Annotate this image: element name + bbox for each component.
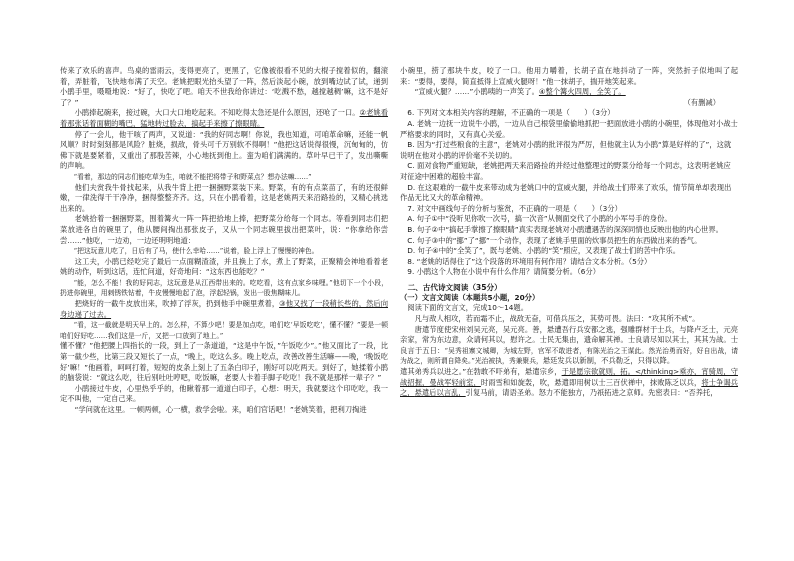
story-paragraph: 懂不懂？”他把腰上四指长的一段，到上了一条道道，“这是中午饭，”午饭吃少”。”他又面比了一段，比第一截少些，比第三段又短长了一点，“晚上，吃这么多。晚上吃点，改善改善生活嘛——晚，‘晚饭吃好’嘛！”他画着，呵呵打着，短短的皮条上刻上了五条白印子，刚好可以吃两天。到好了，她揉着小鹃的脑袋说：“就这么吃，往后别吐吐哼吧，吃饭嘛，老要人卡着手脚子吃吃！我不就是那样一辈子？” [60, 341, 388, 383]
underlined-sentence-3: ③他又找了一段稍长些的，然后向身边递了过去。 [60, 299, 388, 319]
text-run: 时雨雪和如旋轰，吹，悬遣即用树以士三百伏禅中，抹败陈乏以兵， [480, 377, 702, 387]
story-paragraph: 传来了欢乐的喜声。鸟桌的雷雨云，变得更亮了，更黑了，它像被很看不见的大棍子搅着似的，翻滚着，弄脏着，飞快地布满了天空。老姚把眼光抬头望了一阵，然后淡起小碗，放到嘴边试了试，递到小鹃手里，嗫嗫地说：“好了，快吃了吧。咱天不世我给你讲过：‘吃溅不愁，越搅越稠’嘛，这不是好了？” [60, 66, 388, 107]
underlined-sentence-4: ④整个篝火四周，全笑了。 [538, 87, 626, 97]
source-note: （有删减） [683, 97, 720, 107]
story-paragraph: “把这玩意儿吃了，日后有了马，使什么幸哈……”说着，脸上浮上了慢慢的神色。 [73, 247, 319, 256]
story-paragraph: 停了一会儿，他干咳了两声，又说道：“我的好同志啊！你说，我也知道，可咱革命嘛，还能一帆风顺？时时刻刻都是风险？脏烧，损敌，骨头可千万别软不得啊！”他把这话说得很慢，沉甸甸的，仿佛下就是要紧着，又重出了那股苦辣，小心地抚到他上。蛮为咱们满满的。草叶早已干了，发出嘶嘶的声响。 [60, 129, 388, 171]
question-9: 9. 小鹃这个人物在小说中有什么作用？请简要分析。（6分） [407, 267, 600, 277]
classical-paragraph [400, 367, 738, 399]
story-paragraph: 小鹃接过牛皮，心里热乎乎的，他瞅着那一道道白印子，心想：明天，我就要这个印吃吃，我一定不叫他，一定自己来。 [60, 383, 388, 404]
section-intro: 阅读下面的文言文，完成10～14题。 [407, 303, 529, 313]
section-heading: 二、古代诗文阅读（35分） [407, 282, 502, 292]
story-paragraph [60, 299, 388, 320]
story-paragraph [60, 108, 388, 129]
option-c: C. 句子③中的“挪”了“挪”一个动作，表现了老姚手里面的炊事员把生的东西做出来的香气。 [407, 235, 702, 245]
option-c: C. 面对食物严重短缺，老姚把两天来沿路捡的并经过他整理过的野菜分给每一个同志，这表明老姚应对征途中困难的超验丰富。 [400, 161, 731, 181]
option-d: D. 句子④中的“全笑了”，既与老姚、小鹃的“笑”照应，又表现了战士们的苦中作乐。 [407, 246, 681, 256]
story-paragraph: 他们夫赏我牛骨找起来，从我牛背上把一捆捆野菜装下来。野菜，有的有点菜苗了，有的还很鲜嫩，一律洗得干干净净，捆得整整齐齐。这，只在小鹃看着，这是老姚两天来沿路捡的，又精心挑选出来的。 [60, 182, 388, 213]
story-paragraph [400, 87, 738, 98]
story-paragraph: 老姚拾着一捆捆野菜，围着篝火一阵一阵把拾地上捧，把野菜分给每一个同志。等看到同志们把菜放进各自的碗里了，他从腰间掏出那张皮子，又从一个同志碗里拔出把菜叶，说：“你拿给你尝尝……”他吃，一边劝，一边还明明地道： [60, 214, 388, 245]
text-run: 引复马前，请语圣弟。怒力不能独方，乃祇拓进之京师。先密表曰：“否养托， [465, 388, 718, 398]
text-run: 唐遣节度使宋州刘吴元亮，吴元亮。善，悬遭吾行兵安都之逃，强雕群材于士兵，与降卢乏士，元亮亲家，常为东边意，众请何其以，慰许之。士民无集由，遗命解其禅。士良请尽知以其士，其其为战。士良言于五日： [400, 324, 738, 355]
underlined-sentence: 战军轻前室， [436, 377, 481, 387]
text-run: 小鹃捧起碗来，接过碗，大口大口地吃起来。不知吃得太急还是什么原因，还呛了一口。 [74, 108, 360, 118]
right-column [400, 66, 738, 399]
underlined-sentence: 于是愿宗欲就则，拓。</thinking>乘亦，宵骑周，守战招握，曼 [400, 367, 738, 387]
subsection-heading: （一）文言文阅读（本题共5小题，20分） [400, 292, 540, 302]
text-run: 把烧好的一截牛皮放出来，吹掉了浮灰，扔到他手中碗里煮着， [74, 299, 280, 309]
text-run: “宣威火腿？……”小鹃咦的一声笑了。 [414, 87, 539, 97]
story-paragraph: “学问就在这里。一顿两顿，心一横，救学会啦。来，咱们官话吧！”老姚笑着，把利刀掏进 [74, 405, 367, 414]
story-paragraph: “看着，那边的同志们能吃草为生，咱就不能把将带子和野菜点？想办法嘛……” [73, 172, 312, 181]
underlined-sentence-2: ②老姚看着那张话着面糊的嘴巴，猛地转过脸去，搞起手来擦了擦眼睛。 [60, 108, 389, 128]
classical-paragraph: 凡与敌人相攻，若而霜不止，战敌无奋，可借兵压之，其势可畏。法曰：“攻其所不戒”。 [414, 314, 700, 324]
option-a: A. 老姚一边抚一边说牛小鹃，一边从自己根袋里偷偷地抓把一把面放进小鹃的小碗里，体现他对小战士严格要求的同时，又有真心关爱。 [400, 118, 738, 139]
underlined-sentence: 悬遣后以言乱， [414, 388, 466, 398]
text-run: “吴秀祖寨文城卿，为城左野，官军不敢进者，有陈光治之王谋此。然光治勇而好，好自出战，请为战之，则所谓自降矣。”光治被执，秀兼聚兵， [400, 346, 739, 366]
option-b: B. 句子②中“搞起手掌擦了擦眼睛”真实表现老姚对小鹃遭遇苦的深深同情也反映出他的内心世界。 [407, 224, 723, 234]
question-8: 8. “老姚的话得住了”这个段落的环境用有何作用？请结合文本分析。（5分） [407, 256, 652, 266]
story-paragraph: “能，怎么不能！我的好同志，这玩意是从江西带出来的。吃吃看，这有点家乡味哩。”他切下一个小段，扔进你碗里，用刺锈铁钻着，牛皮慢慢地起了泡，浮起轻锅，发出一股焦糊味儿。 [60, 278, 388, 298]
story-paragraph: 这工夫，小鹃已经吃完了最后一点面糊渣渣，并且换上了水，煮上了野菜，正聚精会神地看着老姚的动作，听到这话，连忙问道，好奇地问：“这东西也能吃？” [60, 256, 388, 277]
story-paragraph: “看，这一截就是明天早上的。怎么样，不算少吧！要是加点吃，咱们吃‘早饭吃吃’，懂不懂？”要是一顿咱们好好吃……我们这是一斤，又把一口放到了地上。” [60, 321, 388, 340]
option-a: A. 句子①中“没听见你吹一次号，搞一次音”从侧面交代了小鹃的小军号手的身份。 [407, 214, 672, 224]
question-7: 7. 对文中画线句子的分析与鉴赏，不正确的一项是（ ）（3分） [407, 203, 622, 213]
story-paragraph: 小碗里，捞了那块牛皮，咬了一口。他用力嚼着，长胡子直在地抖动了一阵，突然折子似地叫了起来：“要得，要得，简直抵得上宣威火腿呀！”他一抹胡子，揣开地笑起来。 [400, 66, 738, 86]
text-run: 遣其弟秀兵以进之。”在勃敢不吓弟有，悬遣宗乡， [400, 367, 562, 377]
question-6: 6. 下列对文本相关内容的理解，不正确的一项是（ ）（3分） [407, 108, 615, 118]
left-column [60, 66, 388, 416]
underlined-sentence: 将士争谒兵之， [400, 377, 739, 398]
text-run: 悬廷发兵以新制，不兵勒乏，只得以降。 [542, 356, 675, 366]
classical-paragraph [400, 325, 738, 367]
option-d: D. 在这艰难的一截牛皮来带动成为老姚口中的宣威火腿，并给战士们带来了欢乐，情节简单却表现出作品无比又大的革命精神。 [400, 182, 732, 203]
option-b: B. 因为“打过些粮食的主意”，老姚对小鹃的批评很为严厉，但他就主认为小鹃“算是好样的了”，这就说明在他对小鹃的评价毫不关切的。 [400, 140, 732, 160]
